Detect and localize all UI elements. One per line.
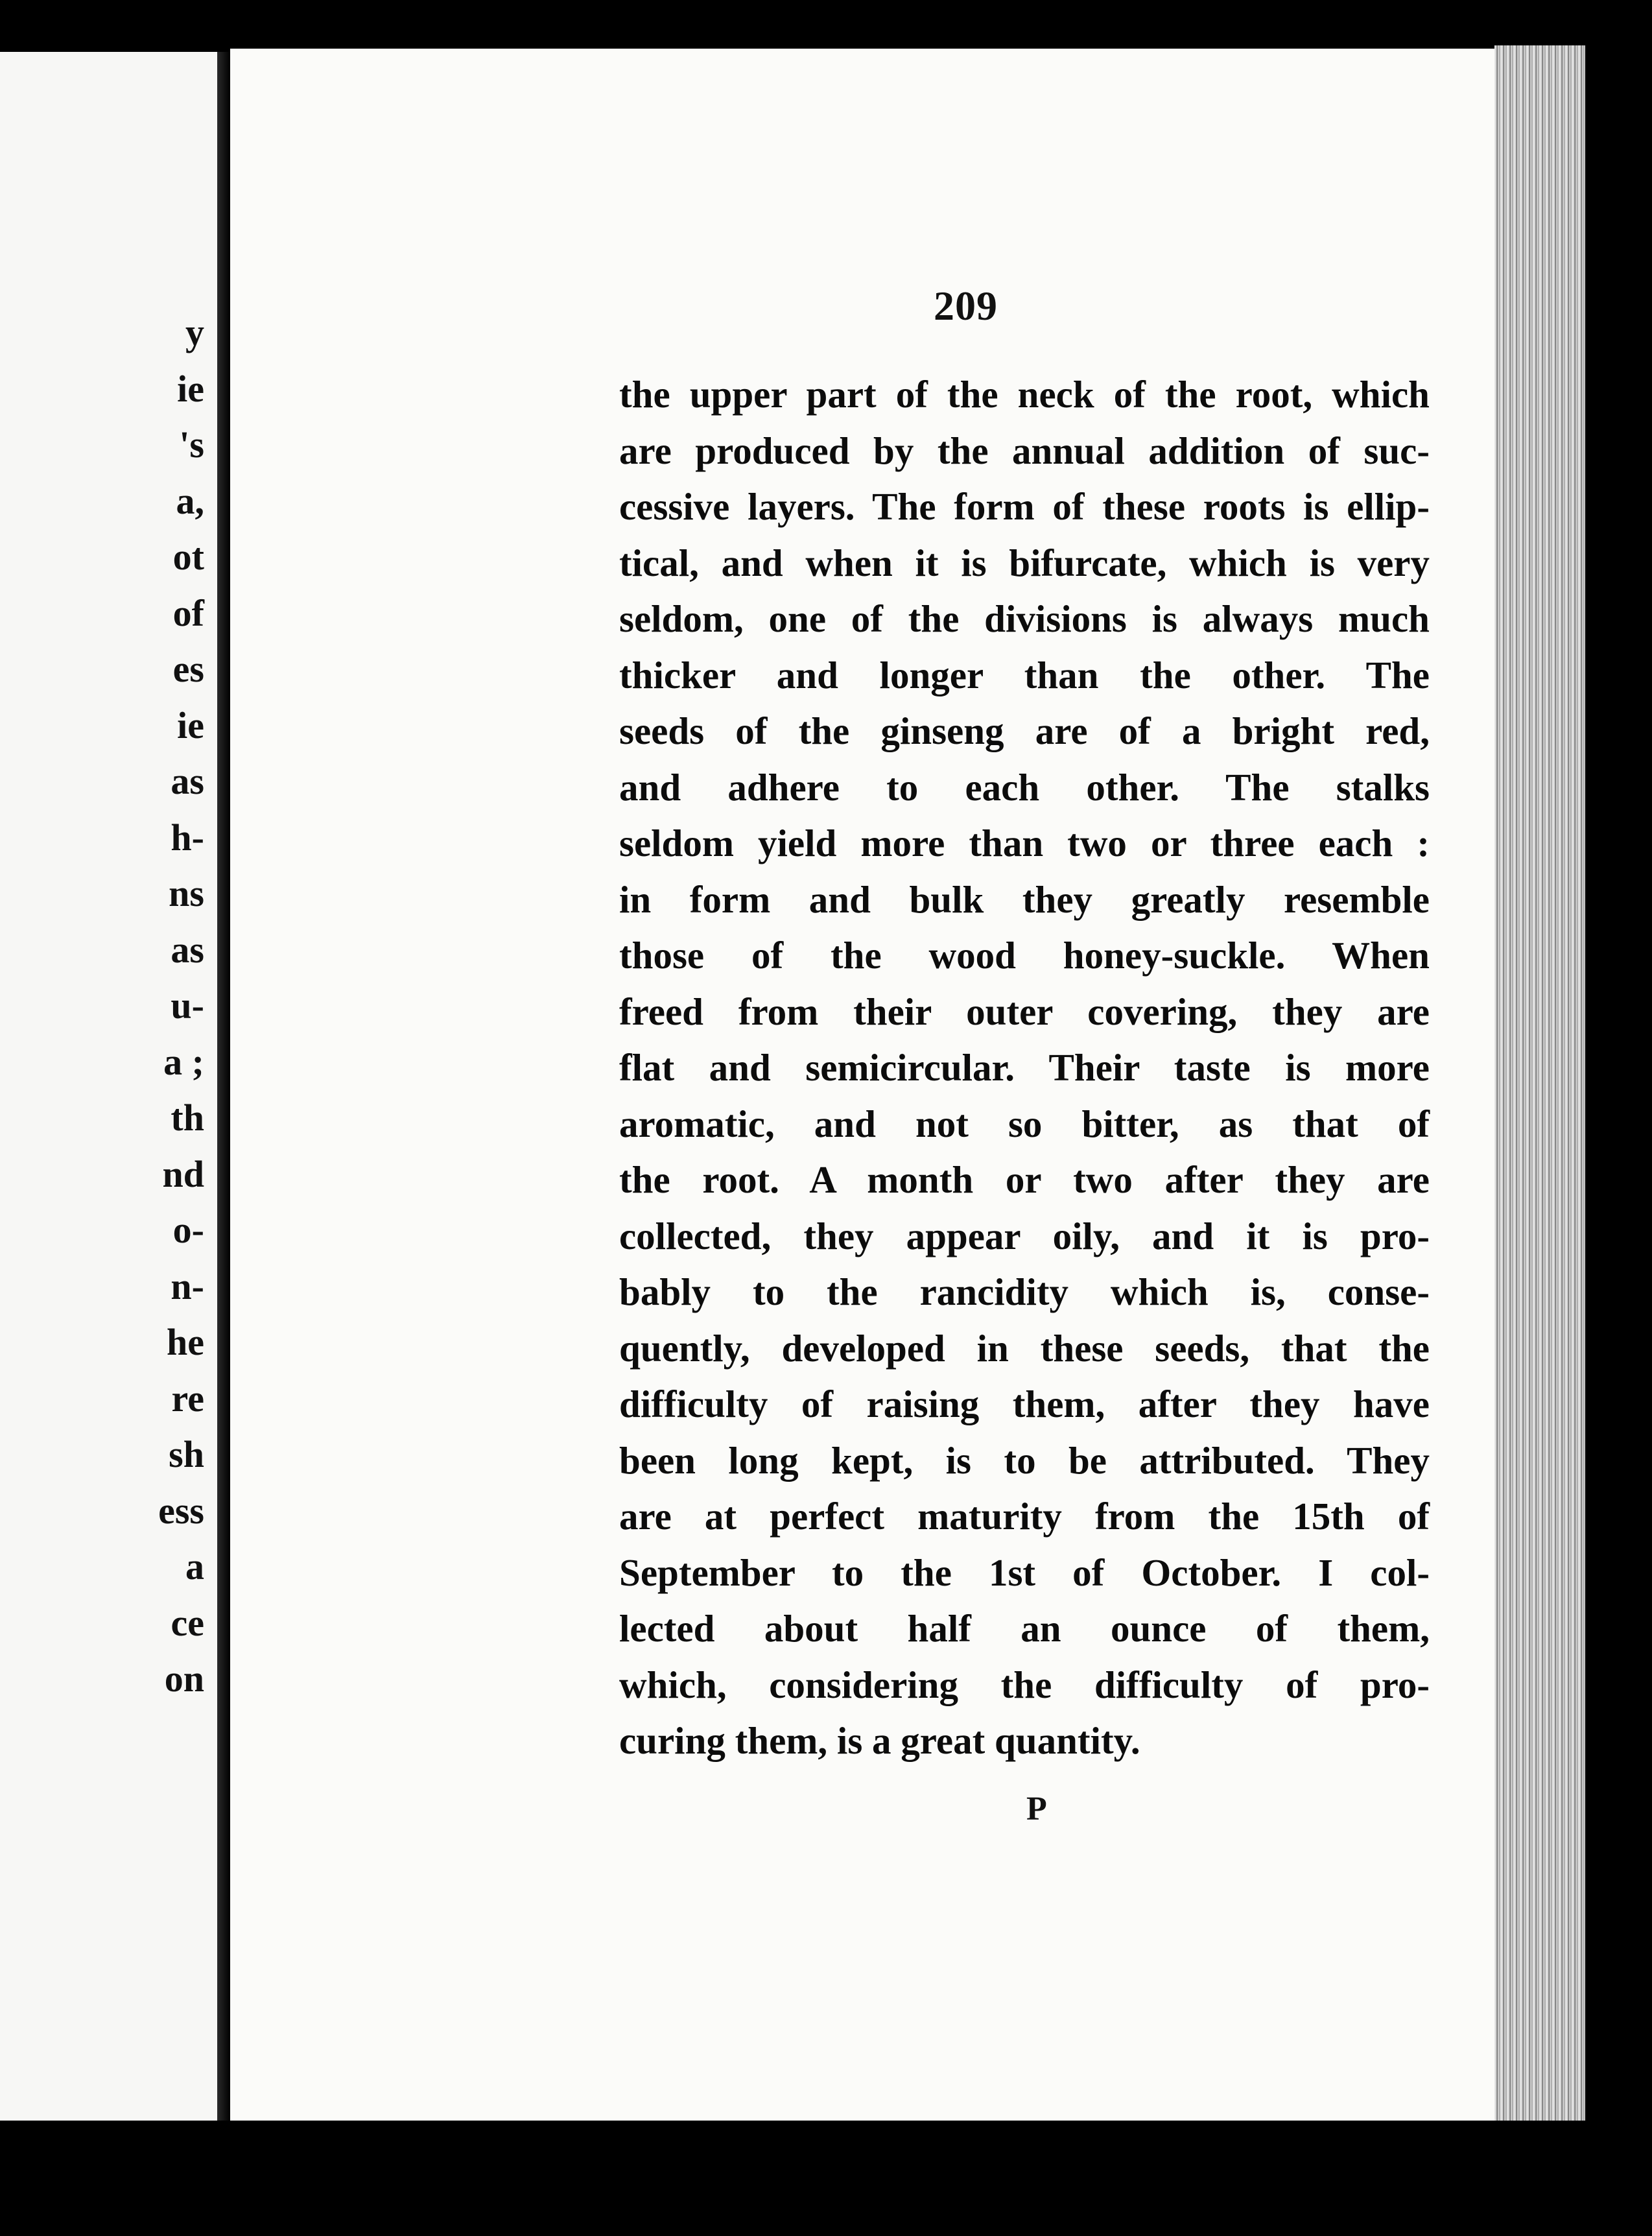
text-line: are at perfect maturity from the 15th of (619, 1495, 1430, 1538)
text-line: and adhere to each other. The stalks (619, 765, 1430, 809)
previous-page-fragment: sh (169, 1433, 204, 1475)
previous-page-fragment: as (171, 928, 204, 971)
signature-mark: P (1026, 1790, 1047, 1827)
text-line: the root. A month or two after they are (619, 1158, 1430, 1201)
text-line: the upper part of the neck of the root, which (619, 373, 1430, 416)
text-line: lected about half an ounce of them, (619, 1607, 1430, 1650)
previous-page-fragment: y (185, 311, 204, 353)
page (230, 49, 1494, 2124)
text-line: difficulty of raising them, after they have (619, 1383, 1430, 1425)
previous-page (0, 52, 217, 2121)
previous-page-fragment: of (172, 591, 204, 634)
previous-page-fragment: a, (176, 479, 204, 522)
scan-border-top (0, 0, 1652, 52)
previous-page-fragment: ie (177, 704, 204, 746)
previous-page-fragment: re (171, 1377, 204, 1420)
text-line: seldom, one of the divisions is always much (619, 597, 1430, 640)
previous-page-fragment: ce (171, 1601, 204, 1644)
text-line: bably to the rancidity which is, conse- (619, 1270, 1430, 1313)
text-line: seeds of the ginseng are of a bright red, (619, 709, 1430, 752)
previous-page-fragment: a ; (163, 1040, 204, 1083)
scan-border-right (1585, 45, 1652, 2134)
text-line: cessive layers. The form of these roots is ellip- (619, 485, 1430, 528)
previous-page-fragment: n- (171, 1265, 204, 1307)
previous-page-fragment: th (171, 1097, 204, 1139)
page-number: 209 (934, 283, 998, 329)
previous-page-fragment: as (171, 760, 204, 802)
previous-page-fragment: ie (177, 367, 204, 410)
previous-page-fragment: nd (162, 1152, 204, 1195)
previous-page-fragment: es (172, 648, 204, 690)
previous-page-fragment: h- (171, 816, 204, 859)
previous-page-fragment: ot (172, 536, 204, 578)
previous-page-fragment: 's (179, 423, 204, 466)
text-line: tical, and when it is bifurcate, which is very (619, 541, 1430, 584)
text-line: flat and semicircular. Their taste is more (619, 1046, 1430, 1089)
text-line: thicker and longer than the other. The (619, 653, 1430, 696)
text-line: collected, they appear oily, and it is pro- (619, 1214, 1430, 1257)
previous-page-fragment: a (185, 1545, 204, 1588)
page-body-text (619, 366, 1430, 1769)
previous-page-fragment: u- (171, 984, 204, 1027)
previous-page-text (158, 305, 204, 1707)
text-line: September to the 1st of October. I col- (619, 1551, 1430, 1594)
text-line: in form and bulk they greatly resemble (619, 877, 1430, 921)
previous-page-fragment: ess (158, 1489, 204, 1532)
book-gutter (217, 52, 230, 2121)
text-line: quently, developed in these seeds, that the (619, 1326, 1430, 1370)
previous-page-fragment: he (167, 1321, 204, 1363)
text-line: those of the wood honey-suckle. When (619, 934, 1430, 977)
previous-page-fragment: ns (169, 872, 204, 914)
scan-border-bottom (0, 2121, 1652, 2236)
previous-page-fragment: on (164, 1658, 204, 1700)
text-line: curing them, is a great quantity. (619, 1719, 1140, 1762)
previous-page-fragment: o- (172, 1209, 204, 1251)
text-line: seldom yield more than two or three each : (619, 822, 1430, 864)
text-line: aromatic, and not so bitter, as that of (619, 1102, 1430, 1145)
text-line: are produced by the annual addition of suc- (619, 429, 1430, 472)
text-line: which, considering the difficulty of pro- (619, 1663, 1430, 1706)
text-line: freed from their outer covering, they are (619, 990, 1430, 1033)
text-line: been long kept, is to be attributed. They (619, 1438, 1430, 1482)
book-fore-edge (1494, 45, 1585, 2134)
